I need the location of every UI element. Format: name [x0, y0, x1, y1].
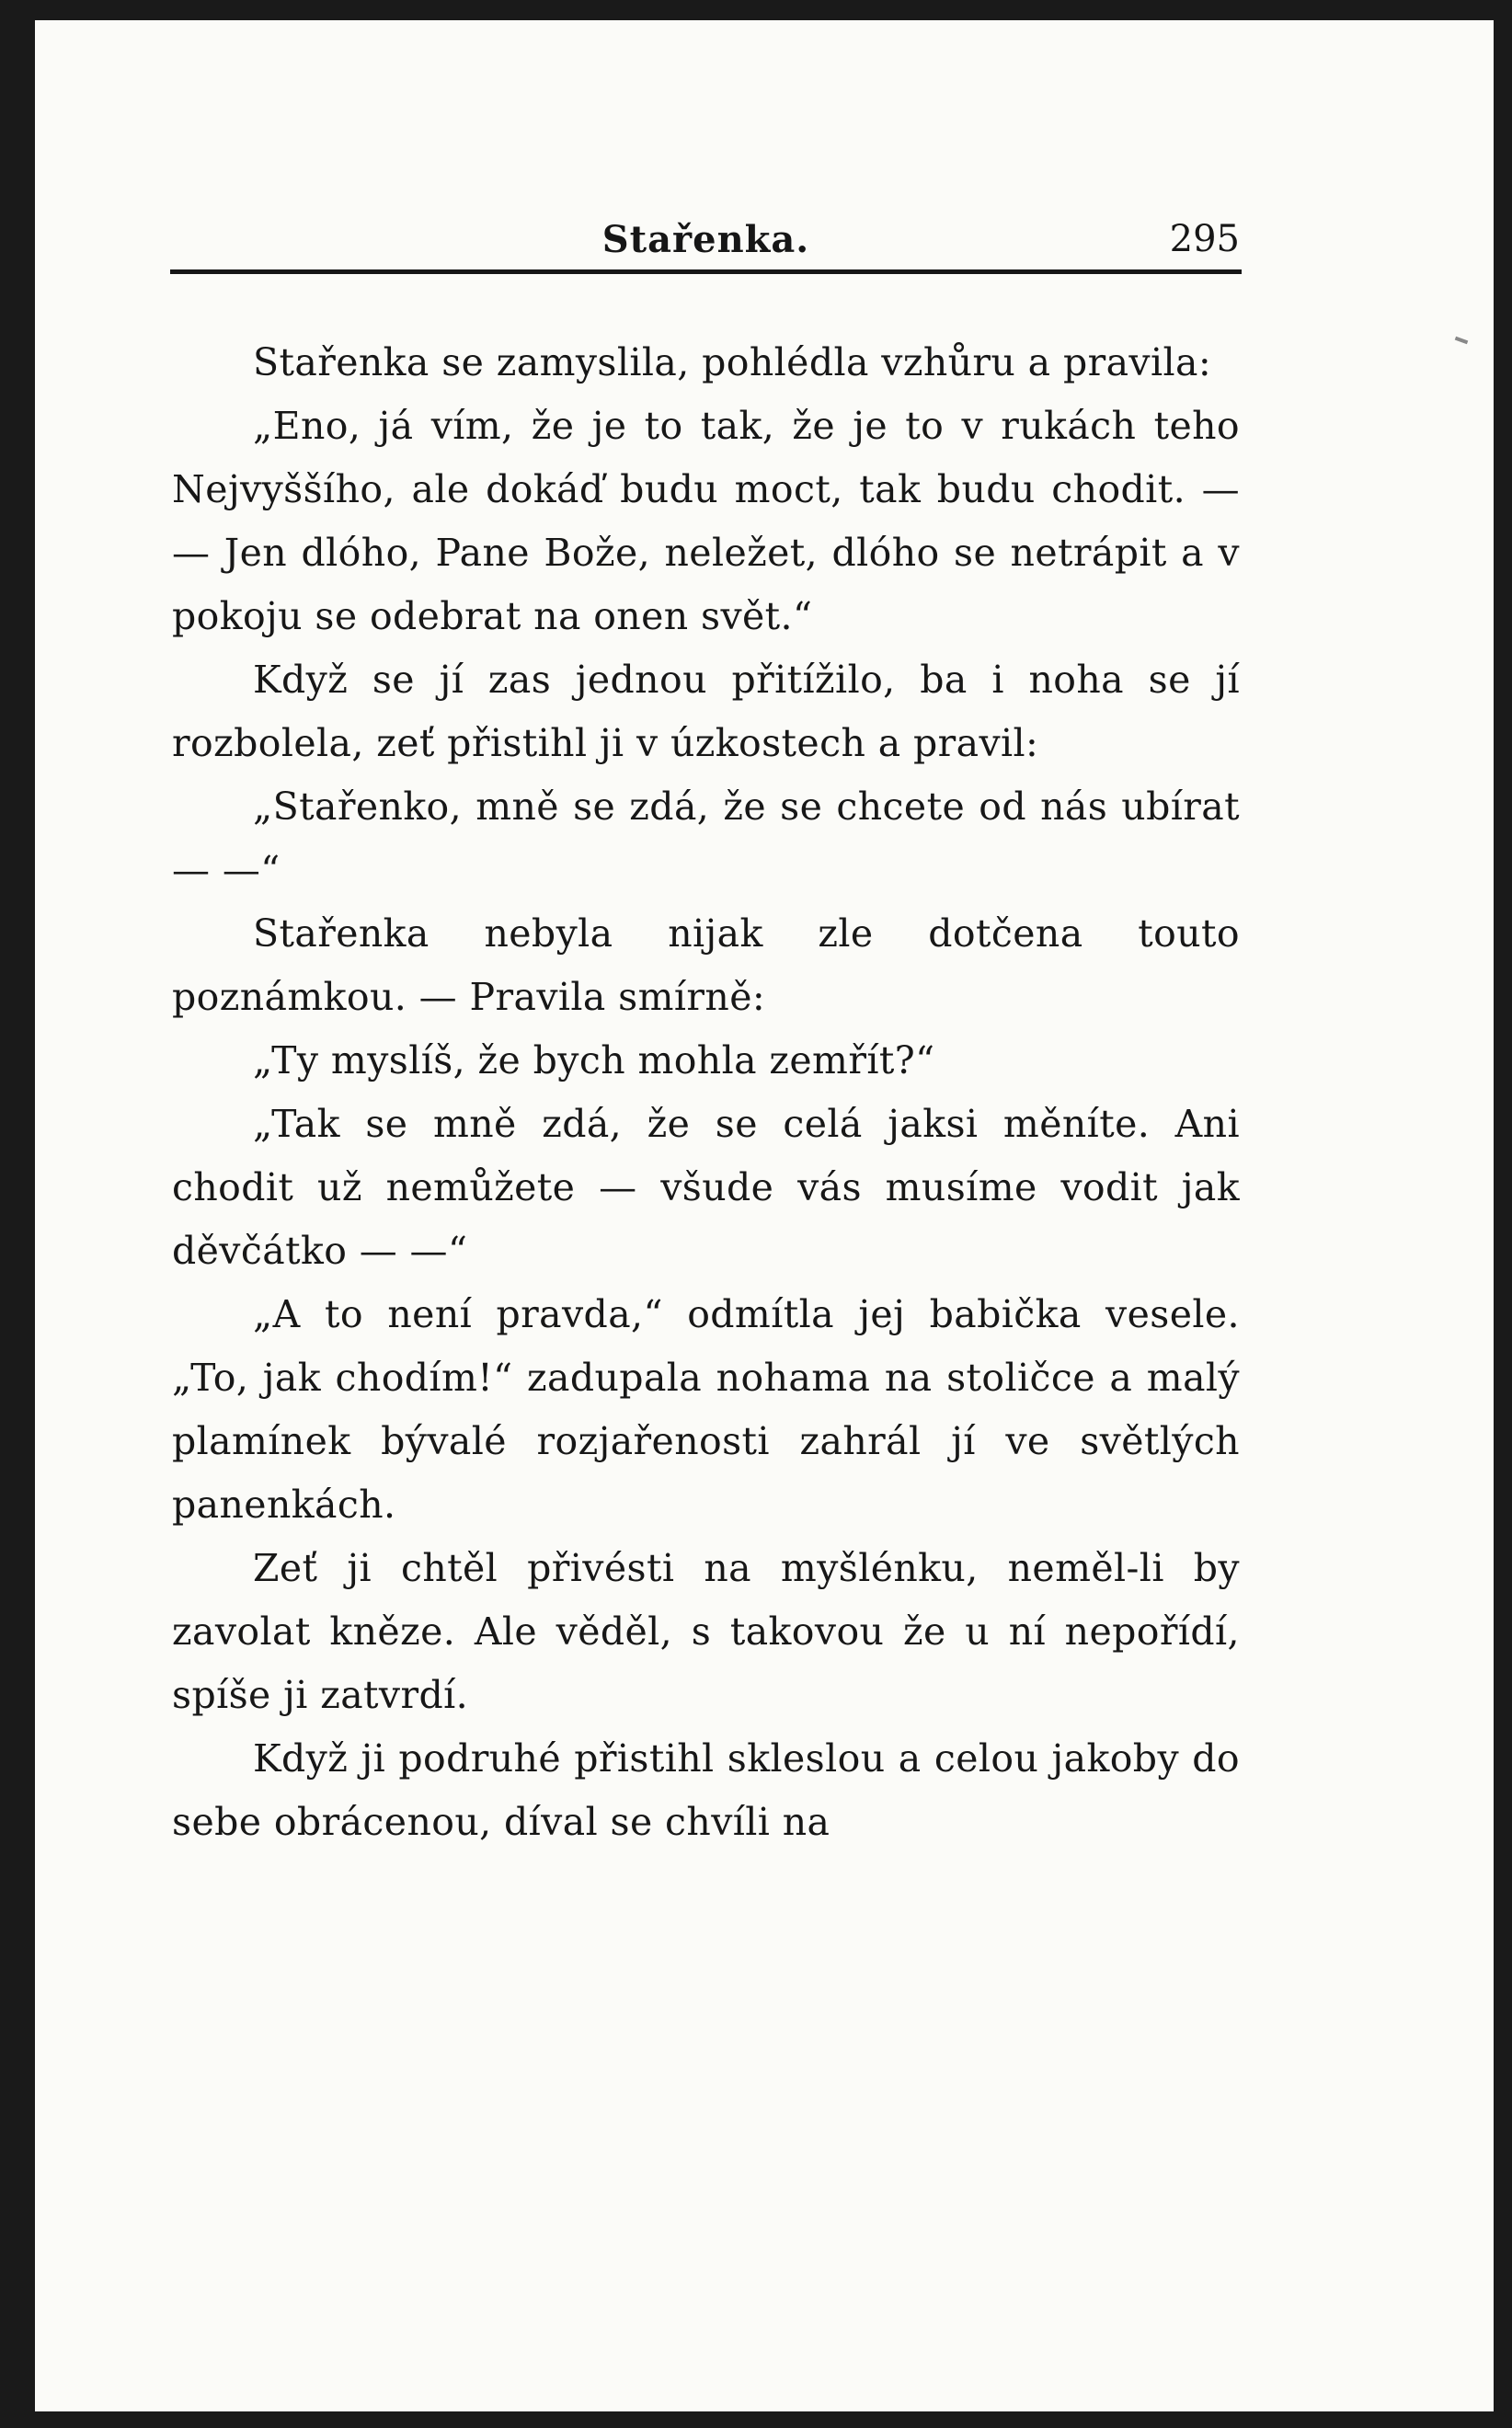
paragraph: „A to není pravda,“ odmítla jej babička vesele. „To, jak chodím!“ zadupala nohama na stoličce a malý plamínek bývalé rozjařenosti zahrál jí ve světlých panenkách. [172, 1292, 1240, 1527]
paragraph: „Ty myslíš, že bych mohla zemřít?“ [253, 1038, 935, 1082]
paragraph: „Tak se mně zdá, že se celá jaksi měníte. Ani chodit už nemůžete — všude vás musíme vodit jak děvčátko — —“ [172, 1102, 1240, 1273]
page-number: 295 [1169, 218, 1240, 260]
paragraph: Stařenka se zamyslila, pohlédla vzhůru a pravila: [253, 340, 1212, 384]
body-text [172, 331, 1240, 1854]
running-header [172, 207, 1240, 271]
header-rule [170, 269, 1242, 274]
paragraph: „Stařenko, mně se zdá, že se chcete od nás ubírat — —“ [172, 785, 1240, 892]
running-title: Stařenka. [601, 218, 810, 261]
scan-border [0, 0, 1512, 20]
paragraph: „Eno, já vím, že je to tak, že je to v rukách teho Nejvyššího, ale dokáď budu moct, tak budu chodit. — — Jen dlóho, Pane Bože, neležet, dlóho se netrápit a v pokoju se odebrat na onen svět.“ [172, 404, 1240, 638]
paragraph: Když ji podruhé přistihl skleslou a celou jakoby do sebe obrácenou, díval se chvíli na [172, 1736, 1240, 1844]
paragraph: Stařenka nebyla nijak zle dotčena touto poznámkou. — Pravila smírně: [172, 911, 1240, 1019]
paragraph: Zeť ji chtěl přivésti na myšlénku, neměl-li by zavolat kněze. Ale věděl, s takovou že u ní nepořídí, spíše ji zatvrdí. [172, 1546, 1240, 1717]
paragraph: Když se jí zas jednou přitížilo, ba i noha se jí rozbolela, zeť přistihl ji v úzkostech a pravil: [172, 658, 1240, 765]
